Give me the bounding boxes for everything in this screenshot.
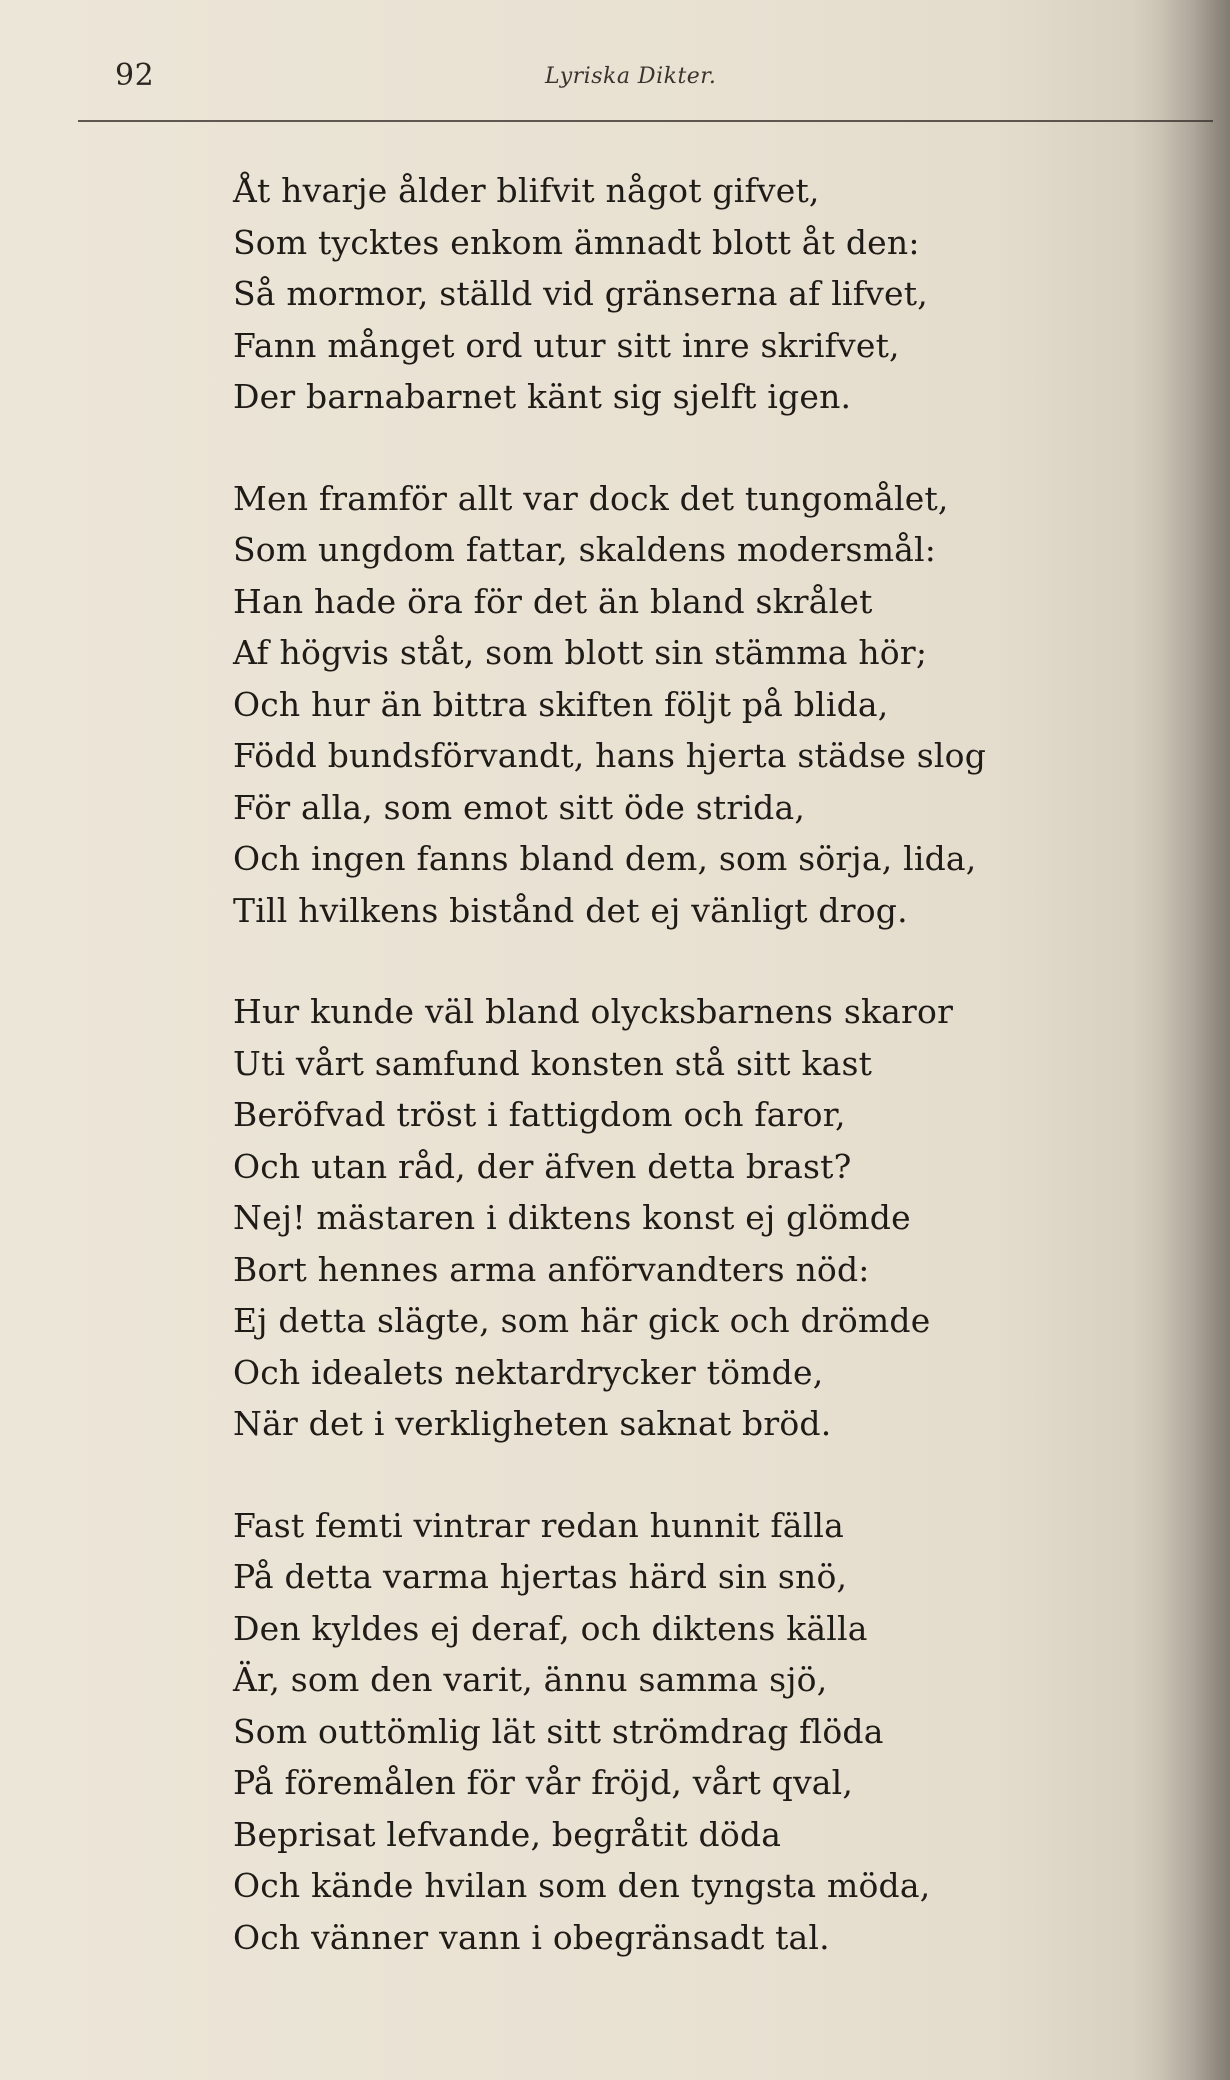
poem-line: Åt hvarje ålder blifvit något gifvet, xyxy=(233,171,820,210)
poem-line: Och utan råd, der äfven detta brast? xyxy=(233,1146,852,1186)
poem-line: På föremålen för vår fröjd, vårt qval, xyxy=(233,1763,854,1802)
poem-line: Är, som den varit, ännu samma sjö, xyxy=(233,1660,828,1699)
poem-line: Men framför allt var dock det tungomålet, xyxy=(233,478,949,518)
poem-line: För alla, som emot sitt öde strida, xyxy=(233,787,806,827)
poem-line: På detta varma hjertas härd sin snö, xyxy=(233,1557,848,1596)
poem-line: Ej detta slägte, som här gick och drömde xyxy=(233,1301,931,1340)
poem-line: Och idealets nektardrycker tömde, xyxy=(233,1352,824,1392)
poem-line: Född bundsförvandt, hans hjerta städse slog xyxy=(233,736,987,775)
page-header xyxy=(115,58,1115,98)
poem-line: Och vänner vann i obegränsadt tal. xyxy=(233,1917,830,1957)
poem-line: Hur kunde väl bland olycksbarnens skaror xyxy=(233,992,954,1031)
poem-line: Till hvilkens bistånd det ej vänligt drog. xyxy=(233,890,908,930)
header-rule xyxy=(78,120,1213,122)
poem-body xyxy=(233,165,1093,2013)
poem-line: Af högvis ståt, som blott sin stämma hör; xyxy=(233,633,928,672)
stanza-4 xyxy=(233,1500,1093,1964)
poem-line: Och kände hvilan som den tyngsta möda, xyxy=(233,1866,931,1905)
poem-line: Nej! mästaren i diktens konst ej glömde xyxy=(233,1198,911,1237)
poem-line: Så mormor, ställd vid gränserna af lifvet, xyxy=(233,274,928,313)
stanza-2 xyxy=(233,473,1093,937)
poem-line: När det i verkligheten saknat bröd. xyxy=(233,1404,832,1443)
poem-line: Och ingen fanns bland dem, som sörja, lida, xyxy=(233,839,977,878)
poem-line: Beröfvad tröst i fattigdom och faror, xyxy=(233,1095,846,1134)
poem-line: Bort hennes arma anförvandters nöd: xyxy=(233,1249,870,1289)
poem-line: Fast femti vintrar redan hunnit fälla xyxy=(233,1505,845,1545)
poem-line: Han hade öra för det än bland skrålet xyxy=(233,581,873,621)
running-title: Lyriska Dikter. xyxy=(545,64,717,89)
poem-line: Som ungdom fattar, skaldens modersmål: xyxy=(233,530,937,569)
poem-line: Som tycktes enkom ämnadt blott åt den: xyxy=(233,222,920,262)
poem-line: Den kyldes ej deraf, och diktens källa xyxy=(233,1608,868,1648)
page-number: 92 xyxy=(115,58,155,93)
poem-line: Som outtömlig lät sitt strömdrag flöda xyxy=(233,1711,884,1751)
poem-line: Fann månget ord utur sitt inre skrifvet, xyxy=(233,325,900,365)
poem-line: Der barnabarnet känt sig sjelft igen. xyxy=(233,377,852,416)
poem-line: Beprisat lefvande, begråtit döda xyxy=(233,1814,782,1854)
poem-line: Uti vårt samfund konsten stå sitt kast xyxy=(233,1043,873,1083)
poem-line: Och hur än bittra skiften följt på blida, xyxy=(233,684,889,724)
stanza-3 xyxy=(233,986,1093,1450)
stanza-1 xyxy=(233,165,1093,423)
